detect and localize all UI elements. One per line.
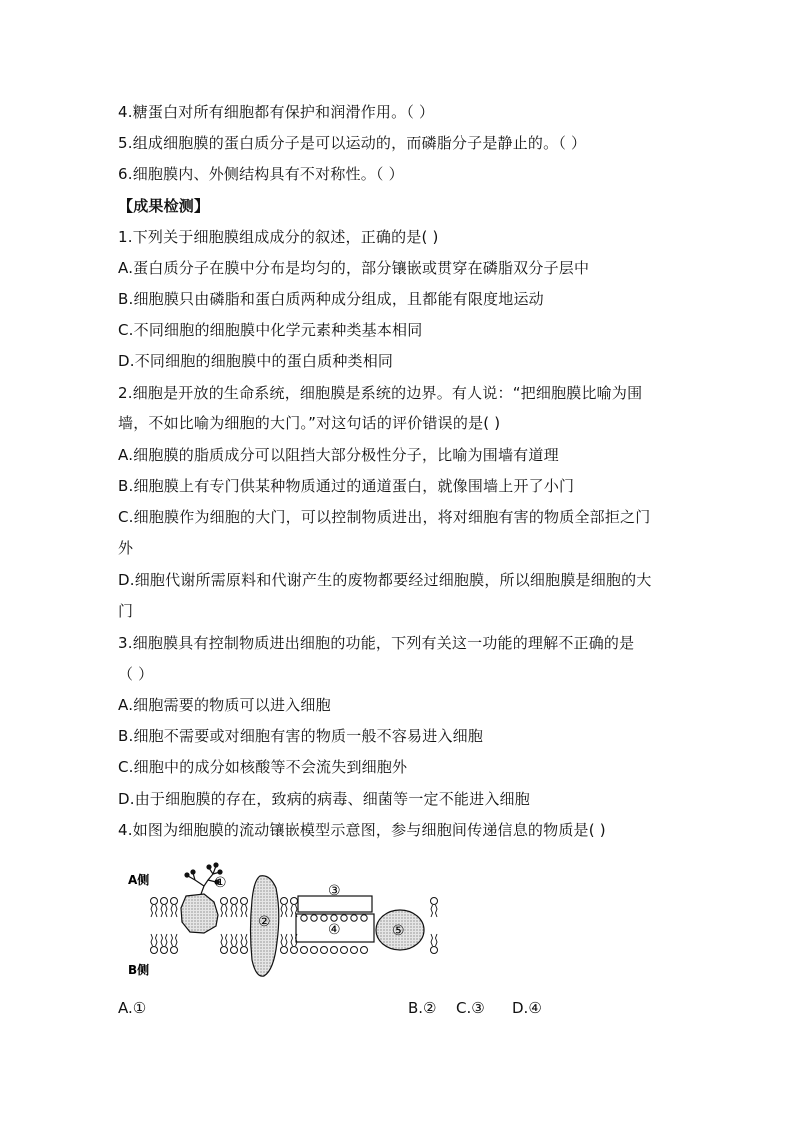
lipid-head bbox=[361, 915, 367, 921]
side-a-label: A侧 bbox=[128, 873, 150, 887]
lipid-head bbox=[331, 947, 338, 954]
lipid-tail bbox=[221, 934, 227, 946]
lipid-head bbox=[361, 947, 368, 954]
lipid-head bbox=[241, 947, 248, 954]
lipid-head bbox=[351, 915, 357, 921]
lipid-head bbox=[281, 947, 288, 954]
q2-option-c-line1: C.细胞膜作为细胞的大门，可以控制物质进出，将对细胞有害的物质全部拒之门 bbox=[118, 508, 651, 526]
q3-stem-line2: （ ） bbox=[118, 665, 154, 683]
q4-option-a: A.① bbox=[118, 999, 147, 1017]
lipid-tail bbox=[171, 934, 177, 946]
lipid-tail bbox=[151, 934, 157, 946]
lipid-head bbox=[321, 915, 327, 921]
marker-1: ① bbox=[214, 875, 227, 891]
lipid-head bbox=[291, 947, 298, 954]
q3-option-d: D.由于细胞膜的存在，致病的病毒、细菌等一定不能进入细胞 bbox=[118, 790, 530, 808]
q3-stem-line1: 3.细胞膜具有控制物质进出细胞的功能，下列有关这一功能的理解不正确的是 bbox=[118, 634, 635, 652]
q2-option-b: B.细胞膜上有专门供某种物质通过的通道蛋白，就像围墙上开了小门 bbox=[118, 477, 575, 495]
lipid-head bbox=[281, 898, 288, 905]
lipid-tail bbox=[431, 934, 437, 946]
lipid-head bbox=[331, 915, 337, 921]
lipid-head bbox=[301, 947, 308, 954]
q1-option-b: B.细胞膜只由磷脂和蛋白质两种成分组成，且都能有限度地运动 bbox=[118, 290, 544, 308]
q3-option-a: A.细胞需要的物质可以进入细胞 bbox=[118, 696, 331, 714]
q2-stem-line1: 2.细胞是开放的生命系统，细胞膜是系统的边界。有人说：“把细胞膜比喻为围 bbox=[118, 384, 643, 402]
lipid-tail bbox=[151, 905, 157, 917]
lipid-head bbox=[291, 898, 298, 905]
lipid-head bbox=[321, 947, 328, 954]
judgment-4: 4.糖蛋白对所有细胞都有保护和润滑作用。（ ） bbox=[118, 103, 435, 121]
lipid-head bbox=[351, 947, 358, 954]
q4-stem: 4.如图为细胞膜的流动镶嵌模型示意图，参与细胞间传递信息的物质是( ) bbox=[118, 821, 606, 839]
lipid-tail bbox=[171, 905, 177, 917]
lipid-tail bbox=[221, 905, 227, 917]
lipid-head bbox=[151, 898, 158, 905]
judgment-5: 5.组成细胞膜的蛋白质分子是可以运动的，而磷脂分子是静止的。（ ） bbox=[118, 134, 587, 152]
lipid-head bbox=[301, 915, 307, 921]
lipid-head bbox=[221, 947, 228, 954]
marker-2: ② bbox=[258, 914, 271, 930]
lipid-tail bbox=[161, 905, 167, 917]
lipid-head bbox=[431, 947, 438, 954]
q4-option-c: C.③ bbox=[456, 999, 485, 1017]
judgment-6: 6.细胞膜内、外侧结构具有不对称性。（ ） bbox=[118, 165, 404, 183]
q1-option-a: A.蛋白质分子在膜中分布是均匀的，部分镶嵌或贯穿在磷脂双分子层中 bbox=[118, 259, 590, 277]
lipid-tail bbox=[231, 905, 237, 917]
lipid-head bbox=[161, 947, 168, 954]
q1-option-c: C.不同细胞的细胞膜中化学元素种类基本相同 bbox=[118, 321, 423, 339]
marker-5: ⑤ bbox=[392, 923, 405, 939]
lipid-head bbox=[151, 947, 158, 954]
lipid-head bbox=[311, 947, 318, 954]
lipid-tail bbox=[281, 934, 287, 946]
lipid-head bbox=[231, 947, 238, 954]
lipid-head bbox=[341, 947, 348, 954]
q1-stem: 1.下列关于细胞膜组成成分的叙述，正确的是( ) bbox=[118, 228, 439, 246]
q3-option-b: B.细胞不需要或对细胞有害的物质一般不容易进入细胞 bbox=[118, 727, 484, 745]
lipid-tail bbox=[431, 905, 437, 917]
lipid-tail bbox=[231, 934, 237, 946]
glycoprotein-1 bbox=[181, 894, 218, 933]
q2-option-c-line2: 外 bbox=[118, 539, 134, 557]
lipid-head bbox=[221, 898, 228, 905]
lipid-tail bbox=[241, 934, 247, 946]
q2-option-d-line1: D.细胞代谢所需原料和代谢产生的废物都要经过细胞膜，所以细胞膜是细胞的大 bbox=[118, 571, 652, 589]
marker-4: ④ bbox=[328, 922, 341, 938]
q2-stem-line2: 墙，不如比喻为细胞的大门。”对这句话的评价错误的是( ) bbox=[118, 414, 501, 432]
lipid-head bbox=[231, 898, 238, 905]
membrane-diagram bbox=[128, 860, 448, 982]
lipid-head bbox=[341, 915, 347, 921]
q3-option-c: C.细胞中的成分如核酸等不会流失到细胞外 bbox=[118, 758, 408, 776]
q1-option-d: D.不同细胞的细胞膜中的蛋白质种类相同 bbox=[118, 352, 394, 370]
lipid-tail bbox=[281, 905, 287, 917]
section-title: 【成果检测】 bbox=[118, 197, 210, 215]
q2-option-a: A.细胞膜的脂质成分可以阻挡大部分极性分子，比喻为围墙有道理 bbox=[118, 446, 559, 464]
lipid-head bbox=[431, 898, 438, 905]
lipid-tail bbox=[161, 934, 167, 946]
lipid-head bbox=[171, 947, 178, 954]
lipid-tail bbox=[241, 905, 247, 917]
q2-option-d-line2: 门 bbox=[118, 602, 134, 620]
side-b-label: B侧 bbox=[128, 963, 150, 977]
lipid-head bbox=[241, 898, 248, 905]
q4-option-b: B.② bbox=[408, 999, 437, 1017]
marker-3: ③ bbox=[328, 883, 341, 899]
q4-option-d: D.④ bbox=[512, 999, 542, 1017]
lipid-head bbox=[161, 898, 168, 905]
lipid-head bbox=[311, 915, 317, 921]
lipid-head bbox=[171, 898, 178, 905]
